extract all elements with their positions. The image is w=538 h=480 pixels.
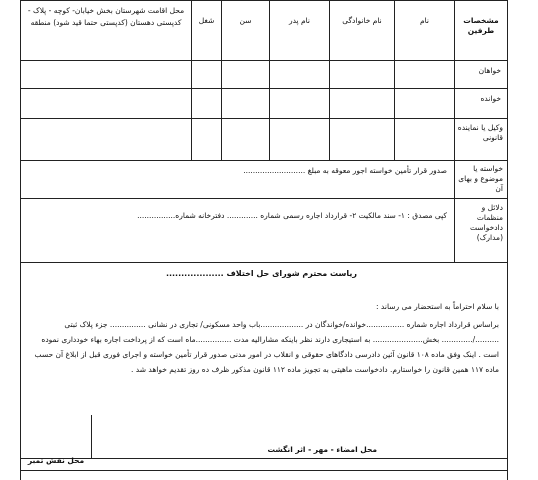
rule-row-respondent — [21, 118, 507, 119]
header-family-name: نام خانوادگی — [342, 16, 382, 25]
rule-stamp-box — [91, 415, 92, 458]
letter-greeting: با سلام احتراماً به استحضار می رساند : — [376, 302, 499, 311]
header-father-name: نام پدر — [288, 16, 311, 25]
letter-body: براساس قرارداد اجاره شماره ................خوانده/خواندگان در ..................باب واحد مسکونی/ تجاری در نشانی ............... جزء پلاک ثبتی ........../............. بخش..................... به استیجاری دارند نظر باینکه مشارالیه مدت ...............ماه است که از پرداخت اجاره بهاء خودداری نموده است . اینک وفق ماده ۱۰۸ قانون آئین دادرسی دادگاهای حقوقی و انقلاب در امور مدنی صدور قرار تأمین خواسته و اجرای فوری قبل از ابلاغ آن حسب ماده ۱۱۷ همین قانون را خواستارم. دادخواست ماهیتی به تجویز ماده ۱۱۲ قانون مذکور ظرف ده روز تقدیم خواهد شد . — [34, 320, 499, 374]
header-address: محل اقامت شهرستان بخش خیابان- کوچه - پلاک - کدپستی دهستان (کدپستی حتما قید شود) منطقه — [27, 6, 185, 27]
header-name: نام — [419, 16, 430, 25]
letter-title: ریاست محترم شورای حل اختلاف ................... — [165, 269, 357, 278]
rule-row-request — [21, 198, 507, 199]
rule-footer — [21, 470, 507, 471]
evidence-text: کپی مصدق : ۱- سند مالکیت ۲- قرارداد اجاره رسمی شماره ............. دفترخانه شماره................ — [137, 211, 447, 220]
header-job: شغل — [198, 16, 215, 25]
signature-label: محل امضاء - مهر - اثر انگشت — [267, 445, 377, 454]
header-parties: مشخصات طرفین — [463, 16, 499, 35]
stamp-label: محل نقش تمبر — [27, 456, 85, 465]
request-text: صدور قرار تأمین خواسته اجور معوقه به مبلغ .......................... — [243, 166, 447, 175]
rule-label-column — [454, 0, 455, 262]
row-label-respondent: خوانده — [480, 94, 501, 103]
rule-row-claimant — [21, 88, 507, 89]
evidence-label: دلائل و منظمات دادخواست (مدارک) — [469, 203, 503, 242]
request-label: خواسته یا موضوع و بهای آن — [458, 164, 503, 193]
rule-row-lawyer — [21, 160, 507, 161]
rule-row-evidence — [21, 262, 507, 263]
row-label-claimant: خواهان — [478, 66, 501, 75]
rule-top — [21, 0, 507, 1]
rule-signature-bottom — [21, 458, 507, 459]
form-frame — [20, 0, 508, 480]
header-age: سن — [239, 16, 252, 25]
row-label-lawyer: وکیل یا نماینده قانونی — [457, 123, 503, 142]
rule-header-bottom — [21, 60, 507, 61]
